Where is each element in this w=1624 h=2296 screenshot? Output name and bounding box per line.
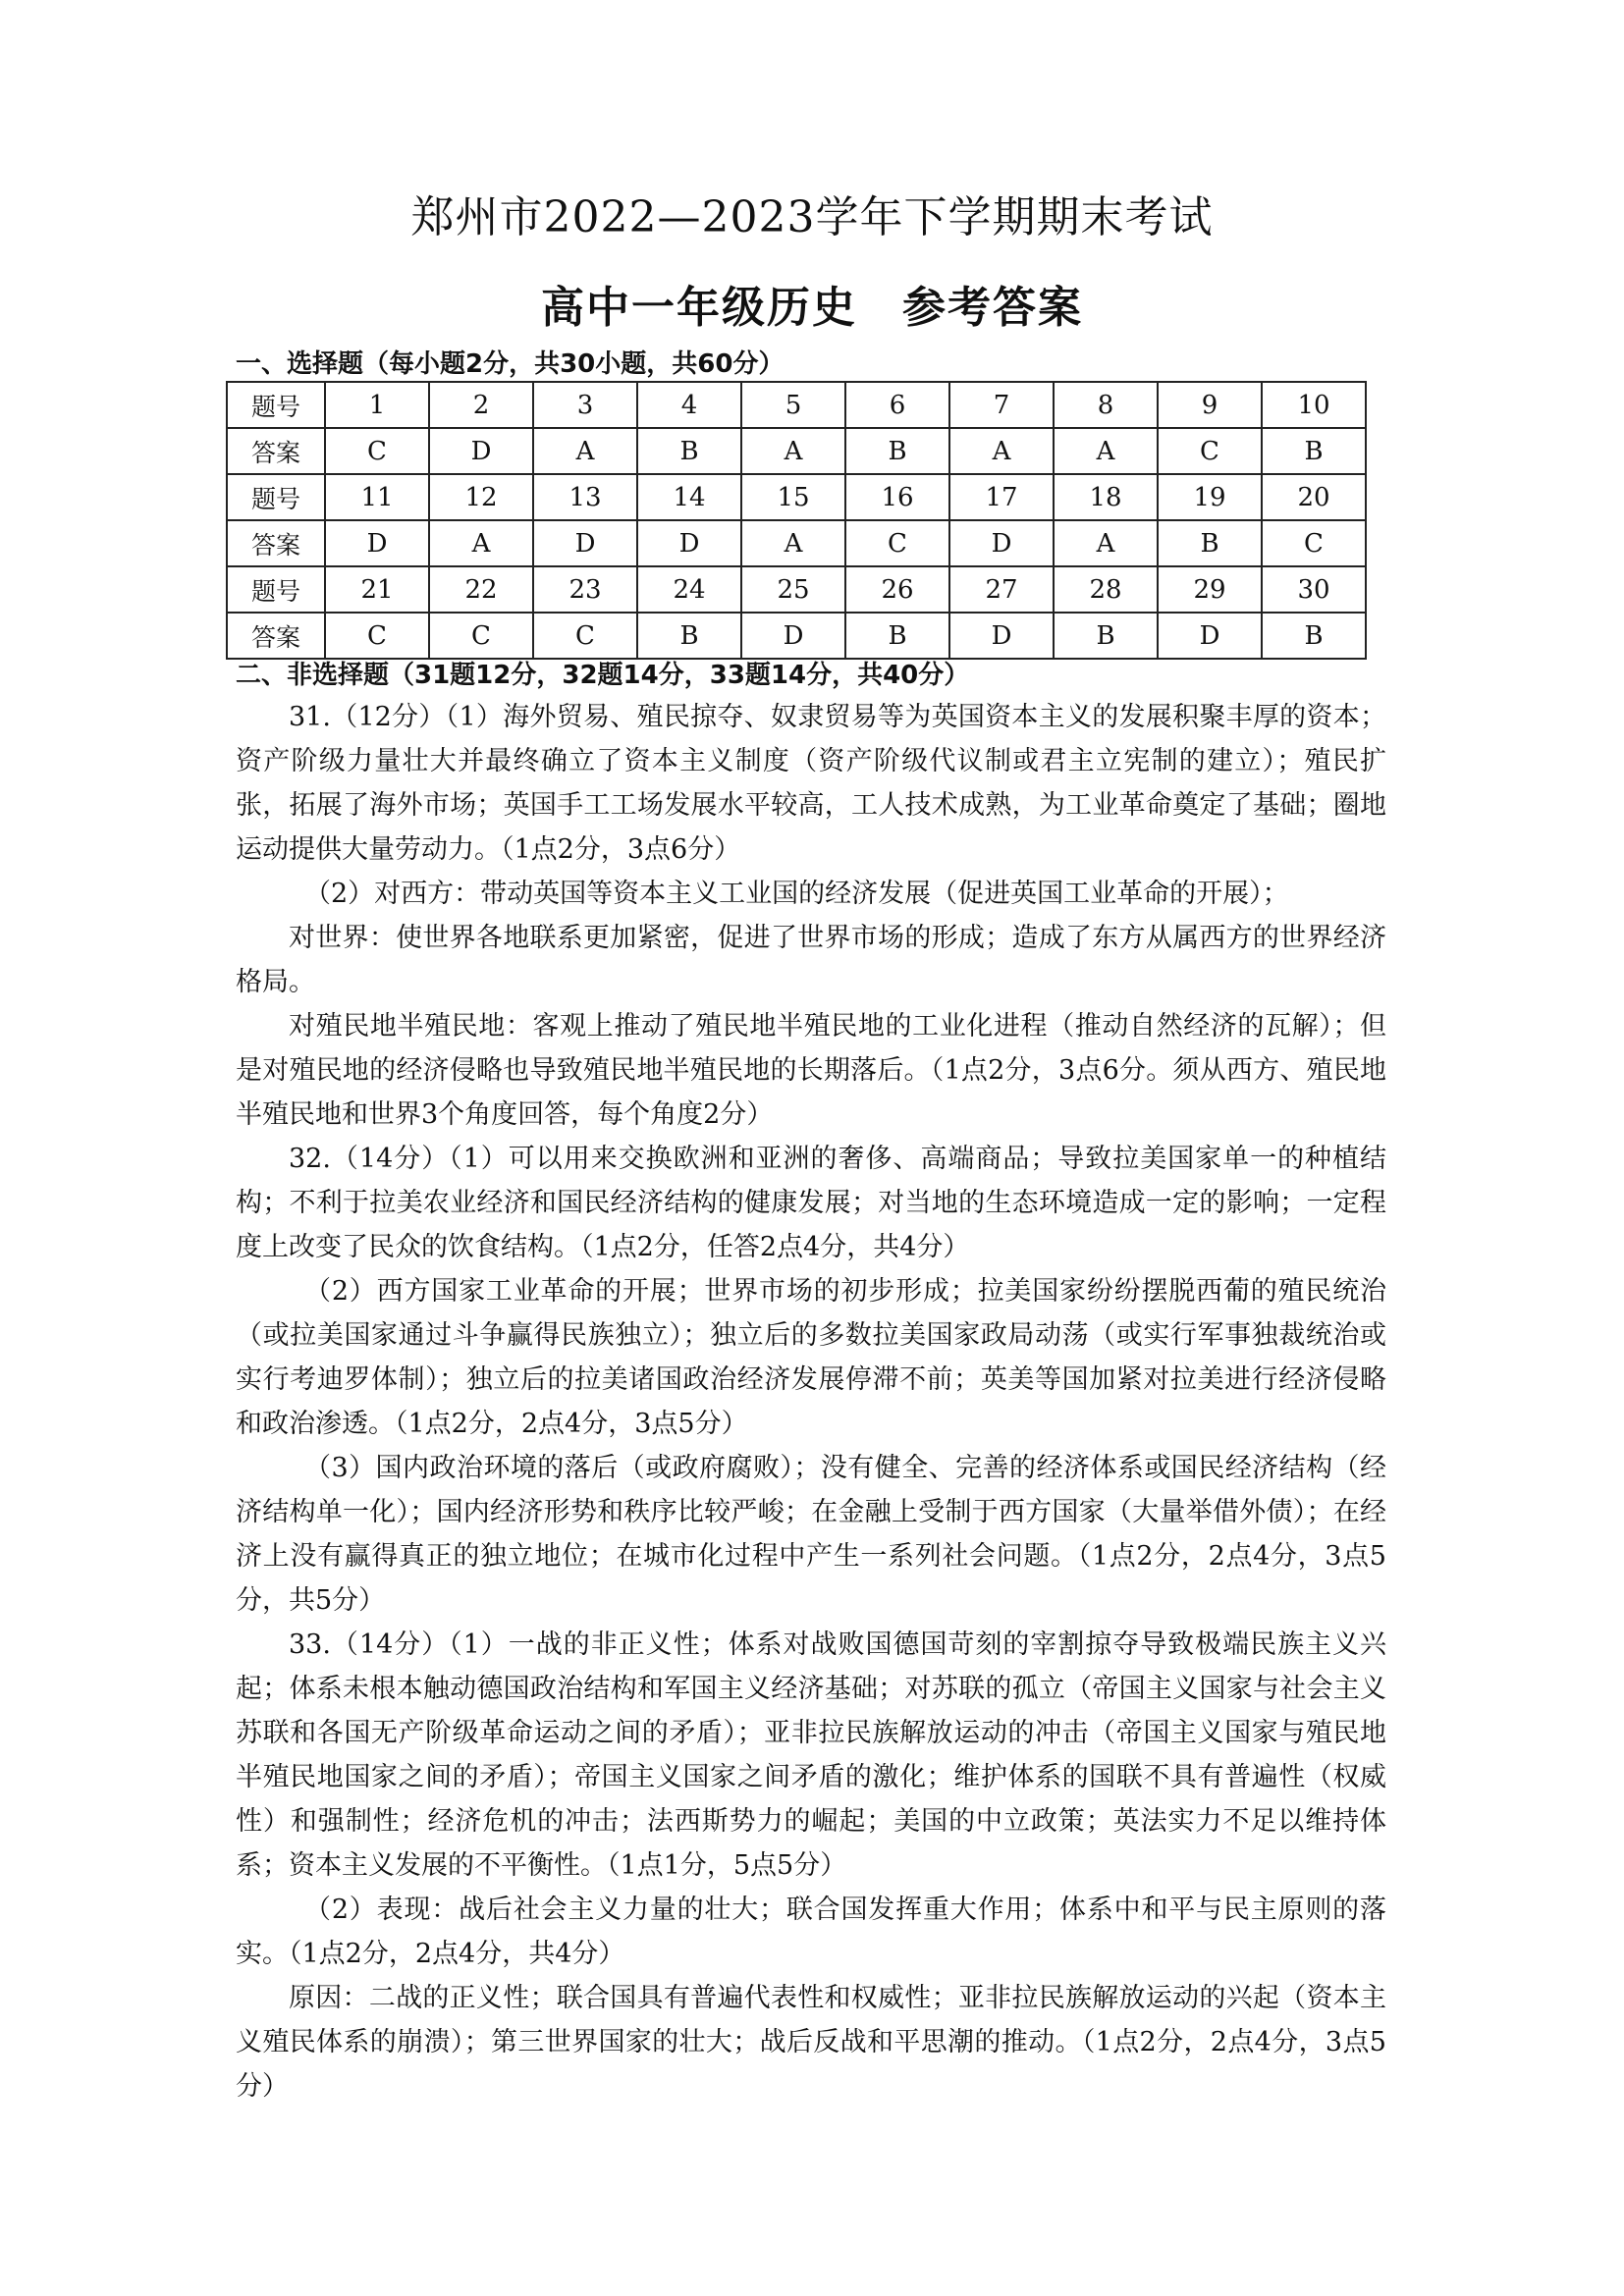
exam-title: 郑州市2022—2023学年下学期期末考试 (410, 192, 1214, 242)
answer-paragraph-q31-1: 31.（12分）（1）海外贸易、殖民掠夺、奴隶贸易等为英国资本主义的发展积聚丰厚的资本；资产阶级力量壮大并最终确立了资本主义制度（资产阶级代议制或君主立宪制的建立）；殖民扩张，拓展了海外市场；英国手工工场发展水平较高，工人技术成熟，为工业革命奠定了基础；圈地运动提供大量劳动力。（1点2分，3点6分） (236, 702, 1386, 865)
answer-body (236, 695, 1386, 2109)
answer-cell: B (1158, 520, 1262, 566)
question-number-row (227, 382, 1366, 428)
answer-cell: D (1158, 613, 1262, 659)
question-number: 6 (845, 382, 949, 428)
answer-cell: D (741, 613, 845, 659)
question-number: 23 (533, 566, 637, 613)
question-number: 9 (1158, 382, 1262, 428)
question-number: 4 (637, 382, 741, 428)
answer-row (227, 520, 1366, 566)
answer-cell: D (429, 428, 533, 474)
row-label: 题号 (227, 474, 325, 520)
answer-cell: A (949, 428, 1054, 474)
question-number: 7 (949, 382, 1054, 428)
question-number: 30 (1262, 566, 1366, 613)
question-number: 15 (741, 474, 845, 520)
answer-cell: A (741, 428, 845, 474)
answer-cell: A (741, 520, 845, 566)
answer-paragraph-q31-2-west: （2）对西方：带动英国等资本主义工业国的经济发展（促进英国工业革命的开展）； (304, 879, 1289, 909)
exam-subtitle: 高中一年级历史 参考答案 (541, 283, 1083, 333)
question-number: 19 (1158, 474, 1262, 520)
answer-cell: C (325, 613, 429, 659)
answer-paragraph-q31-2-colonies: 对殖民地半殖民地：客观上推动了殖民地半殖民地的工业化进程（推动自然经济的瓦解）；但是对殖民地的经济侵略也导致殖民地半殖民地的长期落后。（1点2分，3点6分。须从西方、殖民地半殖民地和世界3个角度回答，每个角度2分） (236, 1011, 1386, 1130)
row-label: 答案 (227, 520, 325, 566)
question-number: 18 (1054, 474, 1158, 520)
answer-cell: D (949, 613, 1054, 659)
answer-cell: B (845, 613, 949, 659)
question-number: 13 (533, 474, 637, 520)
question-number: 29 (1158, 566, 1262, 613)
answer-cell: C (533, 613, 637, 659)
answer-cell: C (1158, 428, 1262, 474)
section-1-heading: 一、选择题（每小题2分，共30小题，共60分） (236, 349, 785, 379)
answer-paragraph-q33-1: 33.（14分）（1）一战的非正义性；体系对战败国德国苛刻的宰割掠夺导致极端民族主义兴起；体系未根本触动德国政治结构和军国主义经济基础；对苏联的孤立（帝国主义国家与社会主义苏联和各国无产阶级革命运动之间的矛盾）；亚非拉民族解放运动的冲击（帝国主义国家与殖民地半殖民地国家之间的矛盾）；帝国主义国家之间矛盾的激化；维护体系的国联不具有普遍性（权威性）和强制性；经济危机的冲击；法西斯势力的崛起；美国的中立政策；英法实力不足以维持体系；资本主义发展的不平衡性。（1点1分，5点5分） (236, 1629, 1386, 1881)
answer-paragraph-q33-2-reasons: 原因：二战的正义性；联合国具有普遍代表性和权威性；亚非拉民族解放运动的兴起（资本主义殖民体系的崩溃）；第三世界国家的壮大；战后反战和平思潮的推动。（1点2分，2点4分，3点5分） (236, 1983, 1386, 2102)
question-number: 24 (637, 566, 741, 613)
answer-table (226, 381, 1367, 660)
answer-cell: B (637, 613, 741, 659)
question-number: 1 (325, 382, 429, 428)
answer-cell: C (429, 613, 533, 659)
question-number: 10 (1262, 382, 1366, 428)
answer-cell: D (533, 520, 637, 566)
question-number: 26 (845, 566, 949, 613)
answer-cell: D (637, 520, 741, 566)
question-number-row (227, 474, 1366, 520)
question-number-row (227, 566, 1366, 613)
answer-row (227, 613, 1366, 659)
answer-paragraph-q32-1: 32.（14分）（1）可以用来交换欧洲和亚洲的奢侈、高端商品；导致拉美国家单一的种植结构；不利于拉美农业经济和国民经济结构的健康发展；对当地的生态环境造成一定的影响；一定程度上改变了民众的饮食结构。（1点2分，任答2点4分，共4分） (236, 1144, 1386, 1262)
answer-paragraph-q31-2-world: 对世界：使世界各地联系更加紧密，促进了世界市场的形成；造成了东方从属西方的世界经济格局。 (236, 923, 1386, 997)
question-number: 8 (1054, 382, 1158, 428)
question-number: 17 (949, 474, 1054, 520)
answer-paragraph-q33-2-performance: （2）表现：战后社会主义力量的壮大；联合国发挥重大作用；体系中和平与民主原则的落实。（1点2分，2点4分，共4分） (236, 1895, 1386, 1969)
question-number: 21 (325, 566, 429, 613)
question-number: 28 (1054, 566, 1158, 613)
answer-paragraph-q32-2: （2）西方国家工业革命的开展；世界市场的初步形成；拉美国家纷纷摆脱西葡的殖民统治（或拉美国家通过斗争赢得民族独立）；独立后的多数拉美国家政局动荡（或实行军事独裁统治或实行考迪罗体制）；独立后的拉美诸国政治经济发展停滞不前；英美等国加紧对拉美进行经济侵略和政治渗透。（1点2分，2点4分，3点5分） (236, 1276, 1386, 1439)
answer-cell: D (325, 520, 429, 566)
answer-row (227, 428, 1366, 474)
question-number: 11 (325, 474, 429, 520)
row-label: 答案 (227, 613, 325, 659)
answer-cell: A (533, 428, 637, 474)
answer-cell: A (1054, 428, 1158, 474)
answer-cell: C (325, 428, 429, 474)
answer-cell: B (1262, 613, 1366, 659)
question-number: 25 (741, 566, 845, 613)
row-label: 题号 (227, 566, 325, 613)
answer-cell: D (949, 520, 1054, 566)
question-number: 12 (429, 474, 533, 520)
section-2-heading: 二、非选择题（31题12分，32题14分，33题14分，共40分） (236, 661, 970, 690)
row-label: 答案 (227, 428, 325, 474)
row-label: 题号 (227, 382, 325, 428)
answer-cell: C (1262, 520, 1366, 566)
answer-cell: B (1054, 613, 1158, 659)
answer-cell: A (1054, 520, 1158, 566)
question-number: 2 (429, 382, 533, 428)
question-number: 3 (533, 382, 637, 428)
answer-cell: C (845, 520, 949, 566)
answer-cell: B (1262, 428, 1366, 474)
question-number: 5 (741, 382, 845, 428)
answer-cell: B (845, 428, 949, 474)
question-number: 22 (429, 566, 533, 613)
answer-cell: A (429, 520, 533, 566)
answer-cell: B (637, 428, 741, 474)
answer-paragraph-q32-3: （3）国内政治环境的落后（或政府腐败）；没有健全、完善的经济体系或国民经济结构（经济结构单一化）；国内经济形势和秩序比较严峻；在金融上受制于西方国家（大量举借外债）；在经济上没有赢得真正的独立地位；在城市化过程中产生一系列社会问题。（1点2分，2点4分，3点5分，共5分） (236, 1453, 1386, 1616)
question-number: 16 (845, 474, 949, 520)
question-number: 20 (1262, 474, 1366, 520)
question-number: 14 (637, 474, 741, 520)
question-number: 27 (949, 566, 1054, 613)
